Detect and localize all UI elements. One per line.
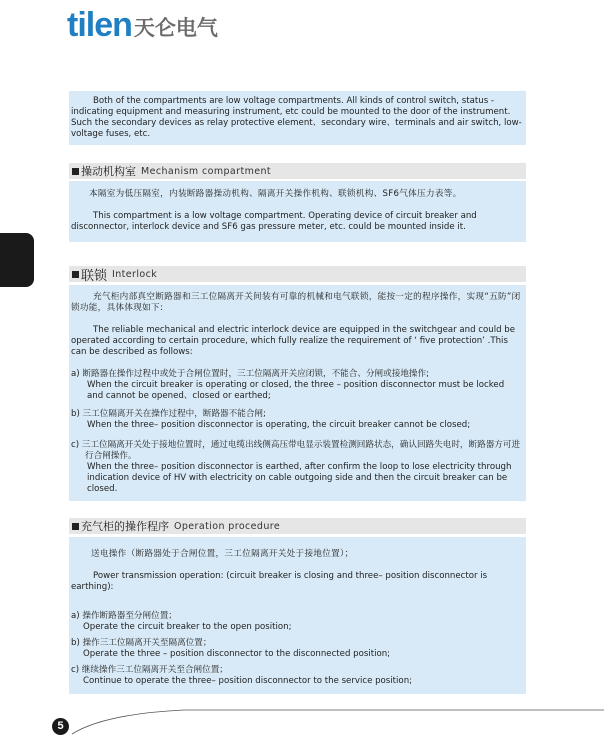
interlock-box <box>69 285 526 501</box>
interlock-item-cn: c) 三工位隔离开关处于接地位置时，通过电缆出线侧高压带电显示装置检测回路状态，确认回路失电时，断路器方可进行合闸操作。 <box>71 440 521 461</box>
mechanism-box <box>69 181 526 242</box>
interlock-item-a <box>71 369 522 402</box>
brand-wordmark: tilen <box>67 6 132 44</box>
section-header-interlock <box>69 266 526 282</box>
interlock-item-en: When the circuit breaker is operating or closed, the three – position disconnector must be locked and cannot be opened、closed or earthed; <box>87 380 505 401</box>
section-title-cn: 操动机构室 <box>81 165 136 178</box>
operation-step-en: Operate the three – position disconnector to the disconnected position; <box>83 649 391 659</box>
interlock-item-en: When the three– position disconnector is earthed, after confirm the loop to lose electricity through indication device of HV with electricity on cable outgoing side and then the circuit breaker can be closed. <box>87 462 512 494</box>
section-title-en: Interlock <box>112 268 158 280</box>
interlock-item-c <box>71 440 522 495</box>
operation-step-cn: b) 操作三工位隔离开关至隔离位置； <box>71 638 212 648</box>
section-header-operation <box>69 518 526 534</box>
mechanism-text-en: This compartment is a low voltage compartment. Operating device of circuit breaker and disconnector, interlock device and SF6 gas pressure meter, etc. could be mounted inside it. <box>71 211 477 232</box>
intro-box <box>69 91 526 145</box>
mechanism-text-cn: 本隔室为低压隔室，内装断路器操动机构、隔离开关操作机构、联锁机构、SF6气体压力表等。 <box>89 189 462 199</box>
square-bullet-icon <box>72 168 79 175</box>
interlock-item-cn: a) 断路器在操作过程中或处于合闸位置时，三工位隔离开关应闭锁，不能合、分闸或接地操作; <box>71 369 429 379</box>
page-number: 5 <box>52 718 69 735</box>
operation-text-cn: 送电操作（断路器处于合闸位置，三工位隔离开关处于接地位置）； <box>91 549 354 559</box>
operation-box <box>69 537 526 694</box>
operation-step-c <box>71 665 522 687</box>
section-tab-marker <box>0 233 34 287</box>
intro-paragraph: Both of the compartments are low voltage compartments. All kinds of control switch, status -indicating equipment and measuring instrument, etc could be mounted to the door of the instrument. Such the secondary devices as relay protective element、secondary wire、terminals and air switch, low-voltage fuses, etc. <box>71 96 522 139</box>
square-bullet-icon <box>72 271 79 278</box>
interlock-item-b <box>71 409 522 431</box>
operation-text-en: Power transmission operation: (circuit breaker is closing and three– position disconnector is earthing): <box>71 571 488 592</box>
section-title-cn: 联锁 <box>81 268 108 284</box>
operation-step-en: Continue to operate the three– position disconnector to the service position; <box>83 676 413 686</box>
operation-step-en: Operate the circuit breaker to the open position; <box>83 622 292 632</box>
interlock-item-cn: b) 三工位隔离开关在操作过程中，断路器不能合闸; <box>71 409 266 419</box>
operation-step-cn: c) 继续操作三工位隔离开关至合闸位置； <box>71 665 228 675</box>
square-bullet-icon <box>72 523 79 530</box>
brand-chinese-name: 天仑电气 <box>133 16 218 40</box>
section-title-en: Mechanism compartment <box>141 165 272 177</box>
interlock-text-cn: 充气柜内部真空断路器和三工位隔离开关间装有可靠的机械和电气联锁，能按一定的程序操作，实现“五防”闭锁功能，具体体现如下: <box>71 292 521 313</box>
operation-step-cn: a) 操作断路器至分闸位置； <box>71 611 177 621</box>
interlock-text-en: The reliable mechanical and electric interlock device are equipped in the switchgear and could be operated according to certain procedure, which fully realize the requirement of ‘ five protection’ .This can be described as follows: <box>71 325 516 357</box>
section-title-en: Operation procedure <box>174 520 281 532</box>
section-title-cn: 充气柜的操作程序 <box>81 520 169 533</box>
brand-logo <box>67 8 218 42</box>
footer-curve <box>64 700 604 740</box>
interlock-item-en: When the three– position disconnector is operating, the circuit breaker cannot be closed; <box>87 420 471 430</box>
operation-step-b <box>71 638 522 660</box>
section-header-mechanism <box>69 163 526 179</box>
operation-step-a <box>71 611 522 633</box>
